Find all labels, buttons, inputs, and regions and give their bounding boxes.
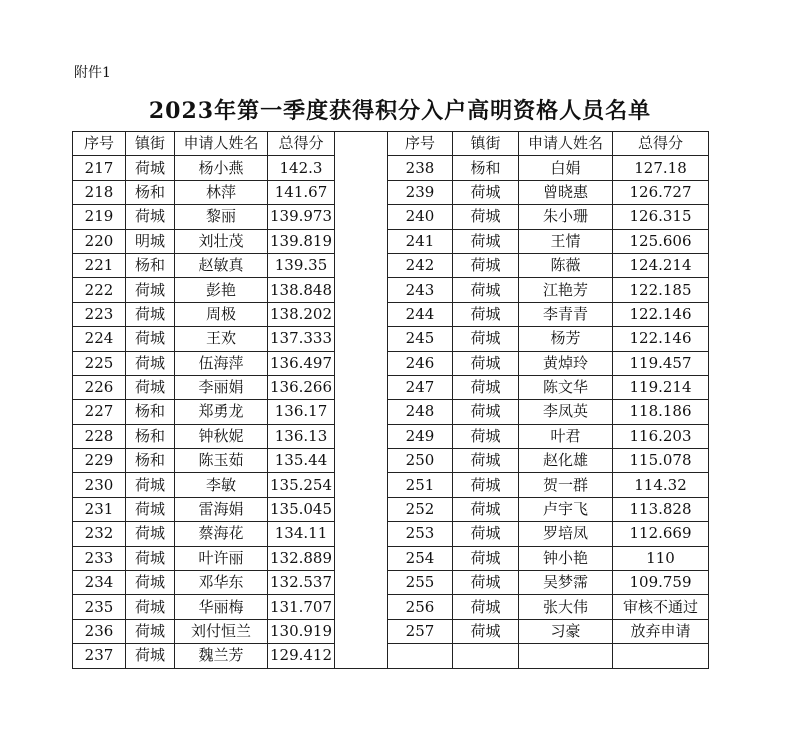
row-score: 110 <box>613 546 709 570</box>
row-no: 246 <box>388 351 453 375</box>
row-score: 135.254 <box>268 473 335 497</box>
row-no: 249 <box>388 424 453 448</box>
row-no: 248 <box>388 400 453 424</box>
row-town: 荷城 <box>453 400 519 424</box>
row-town: 杨和 <box>126 180 175 204</box>
row-score: 142.3 <box>268 156 335 180</box>
row-score: 139.819 <box>268 229 335 253</box>
row-name: 陈玉茹 <box>175 449 268 473</box>
row-town: 杨和 <box>126 400 175 424</box>
header-name: 申请人姓名 <box>175 132 268 156</box>
row-town: 荷城 <box>126 473 175 497</box>
row-name: 王情 <box>519 229 613 253</box>
row-score: 115.078 <box>613 449 709 473</box>
row-name: 李丽娟 <box>175 375 268 399</box>
row-name: 杨芳 <box>519 327 613 351</box>
row-no: 252 <box>388 497 453 521</box>
row-town: 荷城 <box>453 302 519 326</box>
row-no: 222 <box>73 278 126 302</box>
row-no: 238 <box>388 156 453 180</box>
row-name: 白娟 <box>519 156 613 180</box>
row-name: 王欢 <box>175 327 268 351</box>
row-town: 荷城 <box>453 229 519 253</box>
header-score: 总得分 <box>268 132 335 156</box>
row-town: 荷城 <box>453 424 519 448</box>
roster-table-left <box>72 131 388 669</box>
row-no: 231 <box>73 497 126 521</box>
row-town: 荷城 <box>453 278 519 302</box>
row-no: 218 <box>73 180 126 204</box>
row-name: 钟小艳 <box>519 546 613 570</box>
table-row <box>388 546 709 570</box>
row-name: 林萍 <box>175 180 268 204</box>
header-row <box>388 132 709 156</box>
row-score: 114.32 <box>613 473 709 497</box>
row-score: 116.203 <box>613 424 709 448</box>
header-no: 序号 <box>73 132 126 156</box>
header-town: 镇街 <box>126 132 175 156</box>
row-town: 荷城 <box>126 302 175 326</box>
row-name <box>519 644 613 668</box>
row-name: 江艳芳 <box>519 278 613 302</box>
table-row <box>388 497 709 521</box>
row-town: 荷城 <box>126 327 175 351</box>
row-no: 234 <box>73 571 126 595</box>
row-no: 226 <box>73 375 126 399</box>
row-score: 134.11 <box>268 522 335 546</box>
row-no: 251 <box>388 473 453 497</box>
row-score: 109.759 <box>613 571 709 595</box>
row-name: 习豪 <box>519 619 613 643</box>
row-score: 136.17 <box>268 400 335 424</box>
row-score: 118.186 <box>613 400 709 424</box>
row-score: 136.13 <box>268 424 335 448</box>
row-score: 112.669 <box>613 522 709 546</box>
row-no: 233 <box>73 546 126 570</box>
table-row <box>388 595 709 619</box>
row-no: 250 <box>388 449 453 473</box>
header-row <box>73 132 388 156</box>
row-town: 荷城 <box>126 644 175 668</box>
header-no: 序号 <box>388 132 453 156</box>
table-row <box>388 302 709 326</box>
table-row <box>388 278 709 302</box>
table-row <box>388 400 709 424</box>
row-town: 荷城 <box>126 571 175 595</box>
row-name: 郑勇龙 <box>175 400 268 424</box>
table-row <box>388 327 709 351</box>
row-score: 138.202 <box>268 302 335 326</box>
row-score: 124.214 <box>613 253 709 277</box>
row-town <box>453 644 519 668</box>
row-name: 钟秋妮 <box>175 424 268 448</box>
row-no: 257 <box>388 619 453 643</box>
row-name: 黎丽 <box>175 205 268 229</box>
row-score: 138.848 <box>268 278 335 302</box>
table-row <box>388 619 709 643</box>
row-no: 237 <box>73 644 126 668</box>
row-score: 119.457 <box>613 351 709 375</box>
row-name: 赵敏真 <box>175 253 268 277</box>
header-name: 申请人姓名 <box>519 132 613 156</box>
row-score: 135.44 <box>268 449 335 473</box>
row-score: 132.537 <box>268 571 335 595</box>
row-town: 荷城 <box>453 375 519 399</box>
row-name: 陈文华 <box>519 375 613 399</box>
row-town: 杨和 <box>126 449 175 473</box>
row-name: 张大伟 <box>519 595 613 619</box>
row-name: 雷海娟 <box>175 497 268 521</box>
row-score: 126.315 <box>613 205 709 229</box>
row-no: 229 <box>73 449 126 473</box>
row-no <box>388 644 453 668</box>
table-row <box>388 375 709 399</box>
attachment-label: 附件1 <box>74 65 111 81</box>
row-no: 242 <box>388 253 453 277</box>
row-name: 罗培凤 <box>519 522 613 546</box>
row-no: 255 <box>388 571 453 595</box>
row-no: 221 <box>73 253 126 277</box>
row-town: 荷城 <box>126 522 175 546</box>
row-no: 219 <box>73 205 126 229</box>
row-name: 朱小珊 <box>519 205 613 229</box>
row-score: 放弃申请 <box>613 619 709 643</box>
row-no: 217 <box>73 156 126 180</box>
row-town: 荷城 <box>126 351 175 375</box>
row-town: 荷城 <box>126 375 175 399</box>
row-no: 235 <box>73 595 126 619</box>
row-name: 刘付恒兰 <box>175 619 268 643</box>
row-name: 叶许丽 <box>175 546 268 570</box>
header-town: 镇街 <box>453 132 519 156</box>
row-name: 邓华东 <box>175 571 268 595</box>
row-name: 贺一群 <box>519 473 613 497</box>
row-no: 223 <box>73 302 126 326</box>
row-name: 魏兰芳 <box>175 644 268 668</box>
row-town: 荷城 <box>453 522 519 546</box>
table-row <box>388 644 709 668</box>
row-no: 240 <box>388 205 453 229</box>
row-town: 荷城 <box>453 473 519 497</box>
row-no: 241 <box>388 229 453 253</box>
row-town: 荷城 <box>453 546 519 570</box>
row-name: 卢宇飞 <box>519 497 613 521</box>
row-name: 李青青 <box>519 302 613 326</box>
row-score: 136.266 <box>268 375 335 399</box>
row-no: 225 <box>73 351 126 375</box>
row-score: 137.333 <box>268 327 335 351</box>
row-town: 荷城 <box>126 156 175 180</box>
row-name: 吴梦霈 <box>519 571 613 595</box>
row-score: 129.412 <box>268 644 335 668</box>
row-name: 杨小燕 <box>175 156 268 180</box>
row-town: 荷城 <box>126 619 175 643</box>
row-no: 256 <box>388 595 453 619</box>
row-name: 周极 <box>175 302 268 326</box>
row-town: 荷城 <box>126 205 175 229</box>
row-town: 杨和 <box>126 424 175 448</box>
row-town: 荷城 <box>453 351 519 375</box>
row-town: 荷城 <box>453 571 519 595</box>
row-name: 刘壮茂 <box>175 229 268 253</box>
row-no: 239 <box>388 180 453 204</box>
table-row <box>388 180 709 204</box>
row-no: 232 <box>73 522 126 546</box>
table-row <box>388 449 709 473</box>
row-name: 叶君 <box>519 424 613 448</box>
row-score <box>613 644 709 668</box>
table-row <box>388 424 709 448</box>
row-name: 伍海萍 <box>175 351 268 375</box>
table-row <box>388 351 709 375</box>
row-town: 荷城 <box>453 619 519 643</box>
row-name: 陈薇 <box>519 253 613 277</box>
row-score: 135.045 <box>268 497 335 521</box>
row-town: 荷城 <box>453 253 519 277</box>
row-town: 杨和 <box>453 156 519 180</box>
row-score: 132.889 <box>268 546 335 570</box>
row-name: 李敏 <box>175 473 268 497</box>
row-score: 113.828 <box>613 497 709 521</box>
table-row <box>388 571 709 595</box>
row-town: 杨和 <box>126 253 175 277</box>
row-no: 254 <box>388 546 453 570</box>
row-score: 127.18 <box>613 156 709 180</box>
row-town: 荷城 <box>126 595 175 619</box>
row-town: 荷城 <box>126 497 175 521</box>
table-row <box>388 473 709 497</box>
row-no: 220 <box>73 229 126 253</box>
row-no: 253 <box>388 522 453 546</box>
roster-table-right <box>387 131 709 669</box>
row-no: 224 <box>73 327 126 351</box>
row-name: 蔡海花 <box>175 522 268 546</box>
row-score: 130.919 <box>268 619 335 643</box>
row-score: 119.214 <box>613 375 709 399</box>
row-score: 139.973 <box>268 205 335 229</box>
row-score: 审核不通过 <box>613 595 709 619</box>
row-name: 李凤英 <box>519 400 613 424</box>
row-no: 243 <box>388 278 453 302</box>
row-no: 244 <box>388 302 453 326</box>
row-name: 曾晓惠 <box>519 180 613 204</box>
row-town: 荷城 <box>126 546 175 570</box>
table-row <box>388 205 709 229</box>
row-town: 荷城 <box>453 595 519 619</box>
row-town: 荷城 <box>453 180 519 204</box>
header-score: 总得分 <box>613 132 709 156</box>
row-no: 227 <box>73 400 126 424</box>
row-no: 228 <box>73 424 126 448</box>
row-score: 122.146 <box>613 327 709 351</box>
row-town: 荷城 <box>453 205 519 229</box>
table-row <box>388 522 709 546</box>
row-town: 荷城 <box>453 449 519 473</box>
row-score: 136.497 <box>268 351 335 375</box>
document-title: 2023年第一季度获得积分入户高明资格人员名单 <box>148 98 652 124</box>
row-town: 明城 <box>126 229 175 253</box>
row-score: 139.35 <box>268 253 335 277</box>
spacer-cell <box>335 132 388 669</box>
row-name: 赵化雄 <box>519 449 613 473</box>
row-no: 247 <box>388 375 453 399</box>
row-score: 125.606 <box>613 229 709 253</box>
table-row <box>388 156 709 180</box>
row-score: 126.727 <box>613 180 709 204</box>
row-name: 华丽梅 <box>175 595 268 619</box>
row-name: 黄焯玲 <box>519 351 613 375</box>
row-town: 荷城 <box>453 327 519 351</box>
row-no: 236 <box>73 619 126 643</box>
row-town: 荷城 <box>453 497 519 521</box>
row-town: 荷城 <box>126 278 175 302</box>
row-score: 122.146 <box>613 302 709 326</box>
row-no: 230 <box>73 473 126 497</box>
row-score: 141.67 <box>268 180 335 204</box>
row-score: 131.707 <box>268 595 335 619</box>
row-score: 122.185 <box>613 278 709 302</box>
row-no: 245 <box>388 327 453 351</box>
table-row <box>388 253 709 277</box>
row-name: 彭艳 <box>175 278 268 302</box>
table-row <box>388 229 709 253</box>
